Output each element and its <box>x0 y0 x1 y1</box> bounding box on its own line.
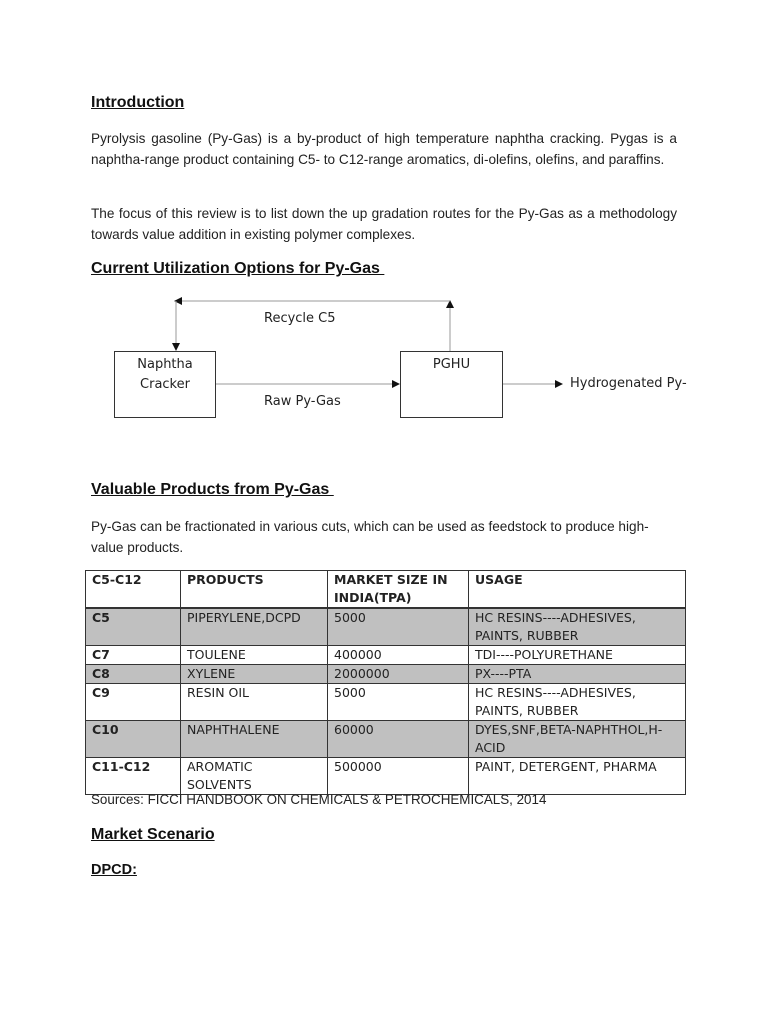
hydrogenated-pygas-label: Hydrogenated Py- <box>570 376 687 391</box>
table-cell: TOULENE <box>181 646 328 665</box>
table-cell: XYLENE <box>181 665 328 684</box>
table-cell: 500000 <box>328 758 469 795</box>
pghu-box <box>400 351 503 418</box>
table-row <box>86 684 686 721</box>
naphtha-cracker-label-line2: Cracker <box>140 377 190 392</box>
table-row <box>86 646 686 665</box>
naphtha-cracker-label-line1: Naphtha <box>137 357 193 372</box>
table-row <box>86 608 686 646</box>
table-header-cell: MARKET SIZE IN INDIA(TPA) <box>328 571 469 609</box>
table-row <box>86 721 686 758</box>
table-cell: PAINT, DETERGENT, PHARMA <box>469 758 686 795</box>
table-cell: HC RESINS----ADHESIVES, PAINTS, RUBBER <box>469 608 686 646</box>
products-paragraph: Py-Gas can be fractionated in various cuts, which can be used as feedstock to produce high-value products. <box>91 519 649 555</box>
table-cell: DYES,SNF,BETA-NAPHTHOL,H-ACID <box>469 721 686 758</box>
intro-paragraph-2: The focus of this review is to list down the up gradation routes for the Py-Gas as a methodology towards value addition in existing polymer complexes. <box>91 206 677 242</box>
table-cell: 2000000 <box>328 665 469 684</box>
table-header-cell: PRODUCTS <box>181 571 328 609</box>
table-cell: 400000 <box>328 646 469 665</box>
heading-current-utilization: Current Utilization Options for Py-Gas <box>91 260 385 277</box>
naphtha-cracker-box <box>114 351 216 418</box>
table-cell: C10 <box>86 721 181 758</box>
table-header-row <box>86 571 686 609</box>
pghu-label: PGHU <box>432 357 471 372</box>
table-header-cell: USAGE <box>469 571 686 609</box>
table-cell: 5000 <box>328 608 469 646</box>
table-cell: C5 <box>86 608 181 646</box>
products-table <box>85 570 686 795</box>
table-cell: NAPHTHALENE <box>181 721 328 758</box>
table-header-cell: C5-C12 <box>86 571 181 609</box>
table-cell: C9 <box>86 684 181 721</box>
intro-paragraph-1: Pyrolysis gasoline (Py-Gas) is a by-product of high temperature naphtha cracking. Pygas is a naphtha-range product containing C5- to C12-range aromatics, di-olefins, olefins, and paraffins. <box>91 131 677 167</box>
table-row <box>86 665 686 684</box>
table-cell: C8 <box>86 665 181 684</box>
table-cell: PX----PTA <box>469 665 686 684</box>
heading-valuable-products: Valuable Products from Py-Gas <box>91 481 334 498</box>
table-cell: AROMATIC SOLVENTS <box>181 758 328 795</box>
table-cell: C11-C12 <box>86 758 181 795</box>
table-cell: HC RESINS----ADHESIVES, PAINTS, RUBBER <box>469 684 686 721</box>
heading-introduction: Introduction <box>91 94 185 111</box>
table-sources: Sources: FICCI HANDBOOK ON CHEMICALS & PETROCHEMICALS, 2014 <box>91 792 547 807</box>
table-cell: 5000 <box>328 684 469 721</box>
recycle-c5-label: Recycle C5 <box>264 311 336 326</box>
table-cell: 60000 <box>328 721 469 758</box>
subheading-dpcd: DPCD: <box>91 862 137 878</box>
table-cell: TDI----POLYURETHANE <box>469 646 686 665</box>
heading-market-scenario: Market Scenario <box>91 826 215 843</box>
table-cell: RESIN OIL <box>181 684 328 721</box>
table-cell: C7 <box>86 646 181 665</box>
raw-pygas-label: Raw Py-Gas <box>264 394 341 409</box>
table-cell: PIPERYLENE,DCPD <box>181 608 328 646</box>
table-row <box>86 758 686 795</box>
